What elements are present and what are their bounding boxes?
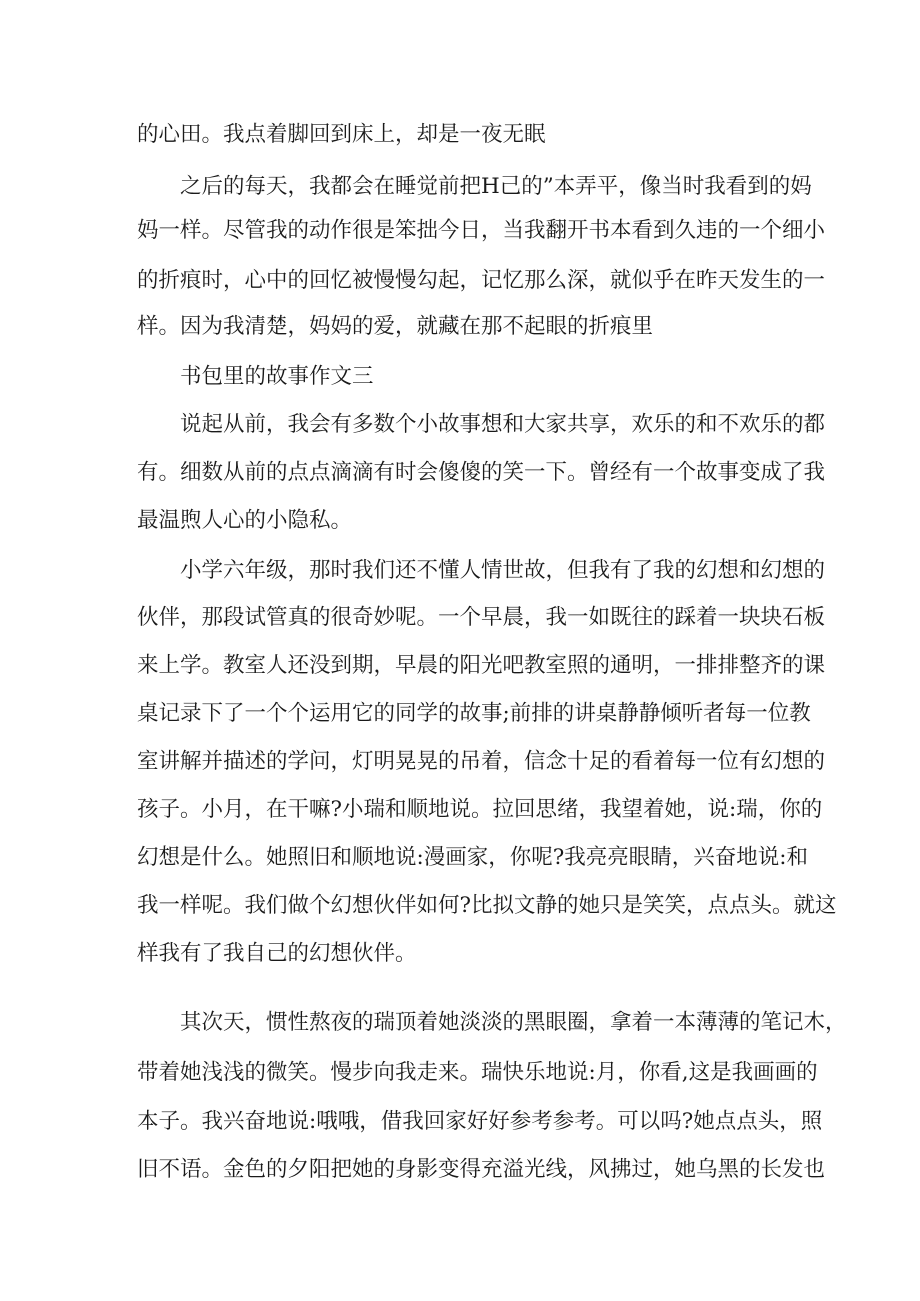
paragraph-line: 带着她浅浅的微笑。慢步向我走来。瑞快乐地说:月，你看,这是我画画的 [137,1060,818,1085]
section-heading: 书包里的故事作文三 [180,364,374,389]
paragraph-line: 孩子。小月，在干嘛?小瑞和顺地说。拉回思绪，我望着她，说:瑞，你的 [137,797,823,822]
paragraph-line: 本子。我兴奋地说:哦哦，借我回家好好参考参考。可以吗?她点点头，照 [137,1109,823,1134]
paragraph-line: 幻想是什么。她照旧和顺地说:漫画家，你呢?我亮亮眼睛，兴奋地说:和 [137,845,809,870]
paragraph-line: 室讲解并描述的学问，灯明晃晃的吊着，信念十足的看着每一位有幻想的 [137,749,826,774]
paragraph-line: 来上学。教室人还没到期，早晨的阳光吧教室照的通明，一排排整齐的课 [137,653,826,678]
paragraph-line: 样我有了我自己的幻想伙伴。 [137,941,417,966]
paragraph-line: 妈一样。尽管我的动作很是笨拙今日，当我翻开书本看到久违的一个细小 [137,218,826,243]
paragraph-line: 旧不语。金色的夕阳把她的身影变得充溢光线，风拂过，她乌黑的长发也 [137,1157,826,1182]
paragraph-line: 的心田。我点着脚回到床上，却是一夜无眠 [137,122,546,147]
paragraph-line: 伙伴，那段试管真的很奇妙呢。一个早晨，我一如既往的踩着一块块石板 [137,605,826,630]
paragraph-line: 小学六年级，那时我们还不懂人情世故，但我有了我的幻想和幻想的 [180,558,826,583]
paragraph-line: 说起从前，我会有多数个小故事想和大家共享，欢乐的和不欢乐的都 [180,412,826,437]
paragraph-line: 其次天，惯性熬夜的瑞顶着她淡淡的黑眼圈，拿着一本薄薄的笔记木， [180,1010,847,1035]
paragraph-line: 有。细数从前的点点滴滴有时会傻傻的笑一下。曾经有一个故事变成了我 [137,460,826,485]
paragraph-line: 之后的每天，我都会在睡觉前把H己的”本弄平，像当时我看到的妈 [180,174,812,199]
paragraph-line: 桌记录下了一个个运用它的同学的故事;前排的讲桌静静倾听者每一位教 [137,701,811,726]
paragraph-line: 最温煦人心的小隐私。 [137,508,353,533]
paragraph-line: 的折痕时，心中的回忆被慢慢勾起，记忆那么深，就似乎在昨天发生的一 [137,268,826,293]
paragraph-line: 我一样呢。我们做个幻想伙伴如何?比拟文静的她只是笑笑，点点头。就这 [137,893,837,918]
paragraph-line: 样。因为我清楚，妈妈的爱，就藏在那不起眼的折痕里 [137,314,654,339]
